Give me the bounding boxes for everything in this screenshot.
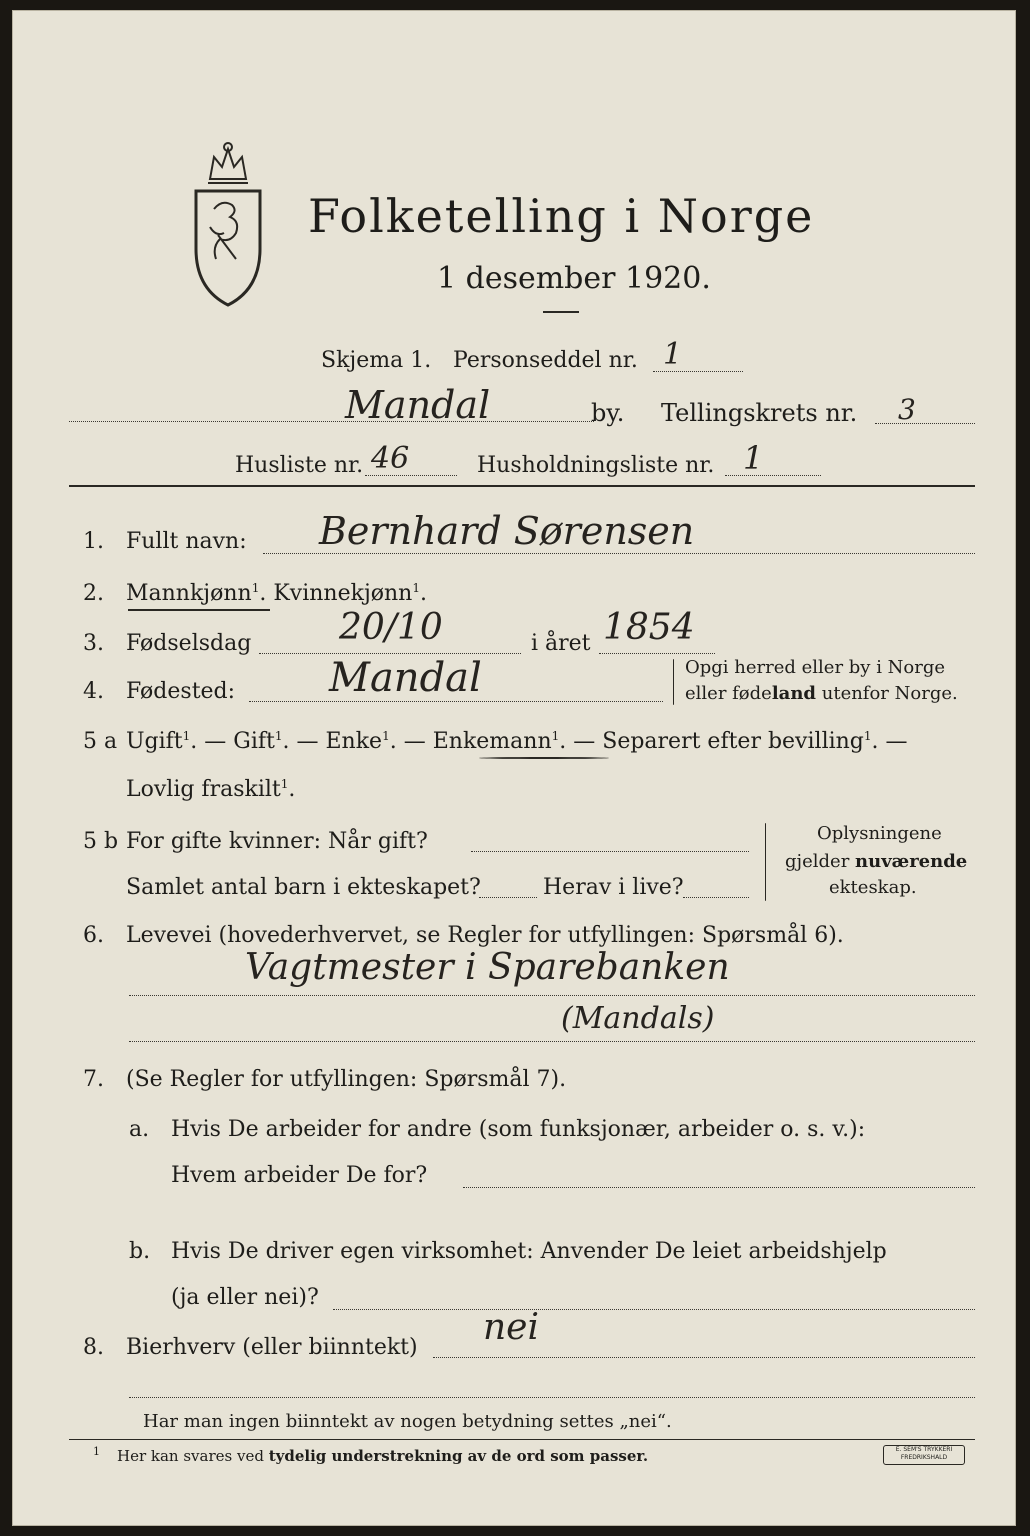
q2-number: 2. [83,581,104,606]
q5b-line2: Samlet antal barn i ekteskapet? [126,875,481,900]
q5a-options-line2: Lovlig fraskilt$^1$. [126,777,296,802]
printer-stamp: E. SEM'S TRYKKERI FREDRIKSHALD [883,1445,965,1465]
q3-label: Fødselsdag [126,631,252,656]
q4-number: 4. [83,679,104,704]
q7b-letter: b. [129,1239,151,1264]
husliste-value: 46 [371,441,410,476]
footnote-text: Her kan svares ved tydelig understrekning av de ord som passer. [117,1447,649,1465]
q7b-line1: Hvis De driver egen virksomhet: Anvender De leiet arbeidshjelp [171,1239,887,1264]
q4-note-line2: eller fødeland utenfor Norge. [685,683,958,704]
q5b-note2: gjelder nuværende [785,851,968,872]
q5b-number: 5 b [83,829,119,854]
gift-option: Gift [233,729,275,754]
by-value: Mandal [345,383,491,427]
q1-label: Fullt navn: [126,529,247,554]
q7a-letter: a. [129,1117,150,1142]
footnote-mark: 1 [93,1445,100,1458]
husholdning-value: 1 [743,439,764,477]
ugift-option: Ugift [126,729,183,754]
q5b-note3: ekteskap. [829,877,917,898]
coat-of-arms-icon [188,139,268,309]
enke-option: Enke [325,729,383,754]
q4-label: Fødested: [126,679,236,704]
q8-number: 8. [83,1335,104,1360]
census-form [12,10,1016,1526]
q5a-number: 5 a [83,729,118,754]
full-name-value: Bernhard Sørensen [319,509,695,553]
q5b-note1: Oplysningene [817,823,942,844]
kvinnekjonn-option: Kvinnekjønn [273,581,413,606]
q3-number: 3. [83,631,104,656]
q1-number: 1. [83,529,104,554]
husholdning-label: Husholdningsliste nr. [477,453,715,478]
q7b-line2: (ja eller nei)? [171,1285,319,1310]
q5a-options: Ugift$^1$. — Gift$^1$. — Enke$^1$. — Enkemann$^1$. — Separert efter bevilling$^1$. — [126,729,908,754]
husliste-label: Husliste nr. [235,453,364,478]
birth-year-value: 1854 [603,607,695,648]
title-divider [543,311,579,313]
q2-options: Mannkjønn$^1$. Kvinnekjønn$^1$. [126,581,427,606]
tellingskrets-value: 3 [898,393,916,426]
q7-number: 7. [83,1067,104,1092]
birth-date-value: 20/10 [339,607,443,648]
fraskilt-option: Lovlig fraskilt [126,777,281,802]
q5b-herav: Herav i live? [543,875,684,900]
q7a-line2: Hvem arbeider De for? [171,1163,428,1188]
footnote-rule [69,1439,975,1440]
occupation-value-line2: (Mandals) [561,1001,715,1036]
q3-year-label: i året [531,631,591,656]
personseddel-label: Personseddel nr. [453,348,638,373]
by-label: by. [591,399,625,427]
separert-option: Separert efter bevilling [602,729,864,754]
q6-label: Levevei (hovederhvervet, se Regler for utfyllingen: Spørsmål 6). [126,923,844,948]
q7a-line1: Hvis De arbeider for andre (som funksjonær, arbeider o. s. v.): [171,1117,866,1142]
enkemann-option: Enkemann [432,729,552,754]
nei-instruction: Har man ingen biinntekt av nogen betydning settes „nei“. [143,1411,672,1432]
q6-number: 6. [83,923,104,948]
birthplace-value: Mandal [329,655,482,701]
occupation-value: Vagtmester i Sparebanken [245,947,730,988]
skjema-label: Skjema 1. [321,348,432,373]
mannkjonn-underline [128,609,270,611]
q8-label: Bierhverv (eller biinntekt) [126,1335,418,1360]
enkemann-underline [479,757,609,759]
q7-label: (Se Regler for utfyllingen: Spørsmål 7). [126,1067,567,1092]
tellingskrets-label: Tellingskrets nr. [661,399,858,427]
mannkjonn-option: Mannkjønn [126,581,252,606]
header-rule [69,485,975,487]
q5b-line1: For gifte kvinner: Når gift? [126,829,428,854]
census-date: 1 desember 1920. [437,261,711,296]
q4-note-line1: Opgi herred eller by i Norge [685,657,946,678]
personseddel-value: 1 [663,337,683,372]
form-title: Folketelling i Norge [308,189,815,243]
secondary-income-value: nei [483,1307,540,1348]
